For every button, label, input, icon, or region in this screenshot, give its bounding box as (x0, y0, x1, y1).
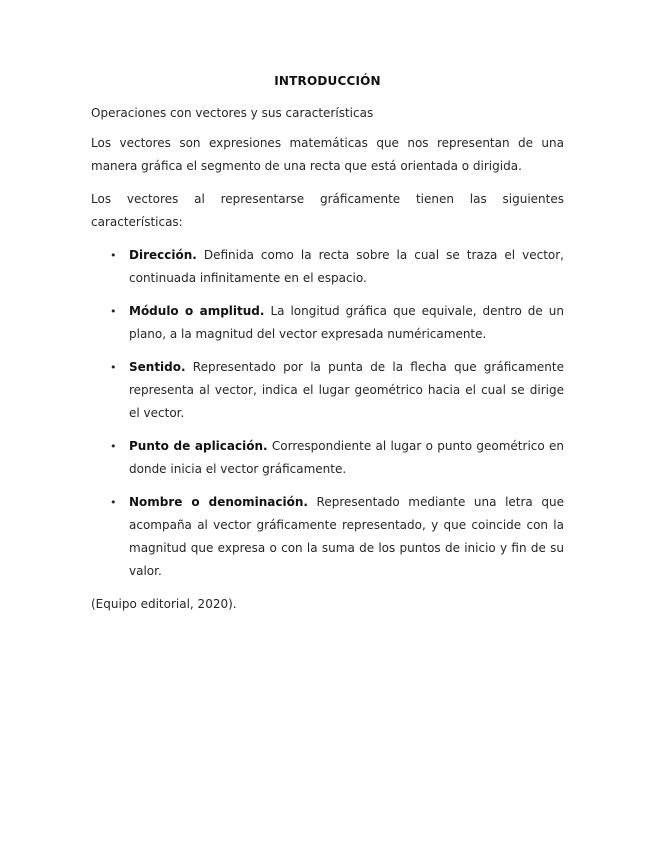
term-description: La longitud gráfica que equivale, dentro de un plano, a la magnitud del vector expresada numéricamente. (129, 304, 564, 341)
term-description: Correspondiente al lugar o punto geométrico en donde inicia el vector gráficamente. (129, 439, 564, 476)
list-item-direccion (91, 244, 564, 290)
term-description: Definida como la recta sobre la cual se traza el vector, continuada infinitamente en el espacio. (129, 248, 564, 285)
list-item-modulo (91, 300, 564, 346)
intro-paragraph: Los vectores son expresiones matemáticas que nos representan de una manera gráfica el segmento de una recta que está orientada o dirigida. (91, 136, 564, 173)
page-title: INTRODUCCIÓN (274, 74, 381, 88)
term-label: Punto de aplicación. (129, 439, 268, 453)
bullet-icon: • (110, 305, 117, 318)
bullet-icon: • (110, 440, 117, 453)
characteristics-list (91, 244, 564, 583)
term-label: Módulo o amplitud. (129, 304, 265, 318)
lead-paragraph: Los vectores al representarse gráficamente tienen las siguientes características: (91, 192, 564, 229)
term-label: Dirección. (129, 248, 197, 262)
bullet-icon: • (110, 361, 117, 374)
bullet-icon: • (110, 249, 117, 262)
term-label: Sentido. (129, 360, 186, 374)
document-page (91, 74, 564, 626)
citation: (Equipo editorial, 2020). (91, 597, 237, 611)
list-item-sentido (91, 356, 564, 425)
list-item-punto-aplicacion (91, 435, 564, 481)
bullet-icon: • (110, 496, 117, 509)
term-description: Representado mediante una letra que acompaña al vector gráficamente representado, y que coincide con la magnitud que expresa o con la suma de los puntos de inicio y fin de su valor. (129, 495, 564, 578)
document-subtitle: Operaciones con vectores y sus características (91, 106, 374, 120)
term-description: Representado por la punta de la flecha que gráficamente representa al vector, indica el lugar geométrico hacia el cual se dirige el vector. (129, 360, 564, 420)
term-label: Nombre o denominación. (129, 495, 308, 509)
list-item-nombre (91, 491, 564, 583)
